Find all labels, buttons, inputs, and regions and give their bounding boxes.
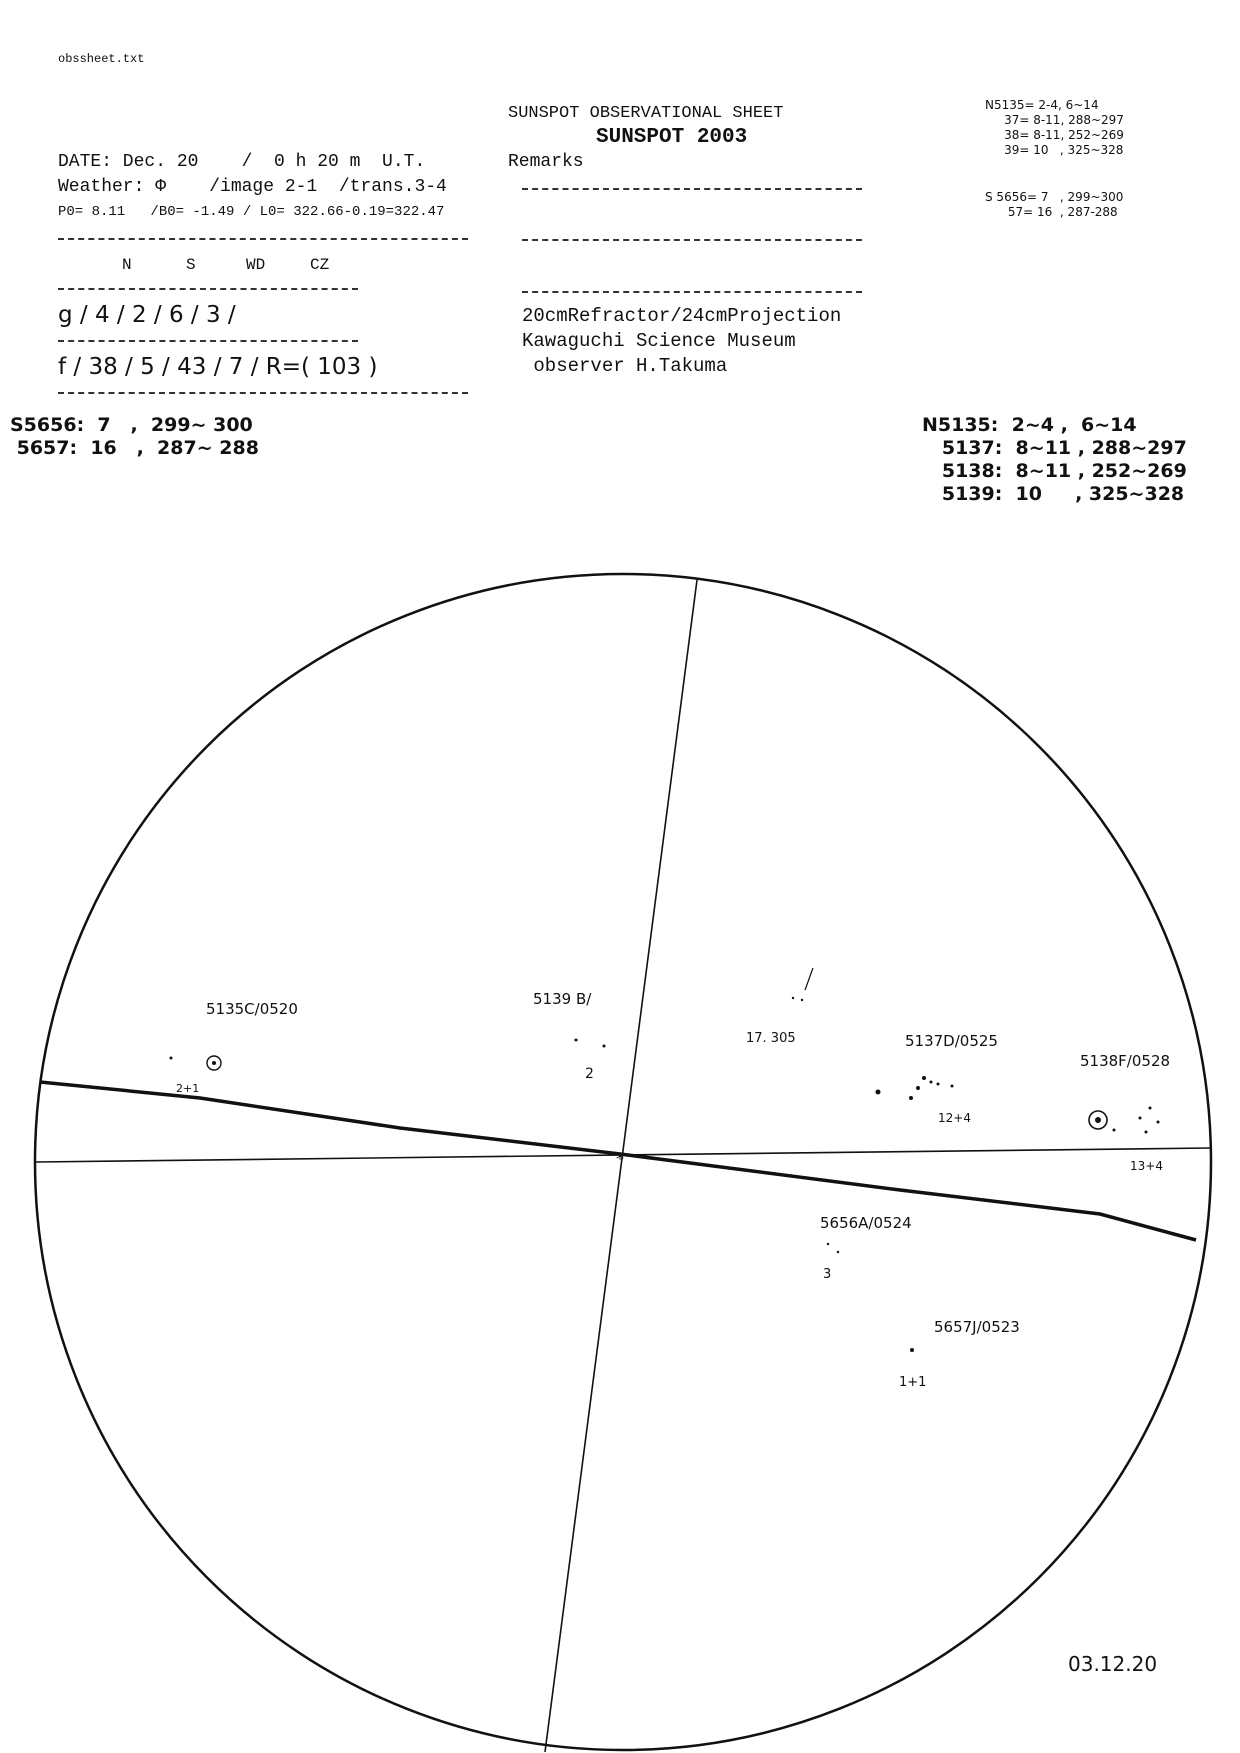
remarks-label: Remarks: [508, 152, 584, 172]
spot-dot: [827, 1243, 829, 1245]
group-count-5137d: 12+4: [938, 1111, 971, 1125]
sheet-date-stamp: 03.12.20: [1068, 1652, 1158, 1676]
spot-dot: [837, 1251, 839, 1253]
spot-dot: [930, 1081, 933, 1084]
group-count-5139b: 2: [585, 1066, 594, 1082]
spot-dot: [170, 1057, 173, 1060]
group-count-5657j: 1+1: [899, 1375, 927, 1390]
disk-center-mark: *: [616, 1149, 624, 1168]
group-count-5138f: 13+4: [1130, 1159, 1163, 1173]
group-count-5135c: 2+1: [176, 1082, 200, 1095]
spot-dot: [909, 1096, 913, 1100]
date-line: DATE: Dec. 20 / 0 h 20 m U.T.: [58, 152, 426, 172]
group-label-5137d: 5137D/0525: [905, 1032, 998, 1050]
spot-dot: [1113, 1129, 1116, 1132]
spot-dot: [1139, 1117, 1142, 1120]
spot-dot: [801, 999, 803, 1001]
note-line: S 5656= 7 , 299~300: [985, 190, 1124, 204]
group-label-5139b: 5139 B/: [533, 990, 592, 1008]
note-line: 5137: 8~11 , 288~297: [922, 437, 1187, 459]
group-label-5656a: 5656A/0524: [820, 1214, 912, 1232]
museum: Kawaguchi Science Museum: [522, 330, 796, 352]
observer: observer H.Takuma: [522, 355, 728, 377]
note-line: N5135= 2-4, 6~14: [985, 98, 1099, 112]
spot-count-row: f / 38 / 5 / 43 / 7 / R=( 103 ): [58, 354, 378, 380]
spot-dot: [1157, 1121, 1160, 1124]
note-line: 5657: 16 , 287~ 288: [10, 437, 259, 459]
spot-dot: [603, 1045, 606, 1048]
spot-5138f-core: [1095, 1117, 1101, 1123]
count-header-s: S: [186, 256, 196, 274]
sheet-title: SUNSPOT OBSERVATIONAL SHEET: [508, 104, 784, 123]
weather-line: Weather: Φ /image 2-1 /trans.3-4: [58, 177, 447, 197]
spot-5135c-core: [212, 1061, 216, 1065]
spot-dot: [1145, 1131, 1148, 1134]
note-line: 39= 10 , 325~328: [985, 143, 1124, 157]
count-header-n: N: [122, 256, 132, 274]
group-count-row: g / 4 / 2 / 6 / 3 /: [58, 302, 236, 328]
spot-dot: [876, 1090, 881, 1095]
group-label-5135c: 5135C/0520: [206, 1000, 298, 1018]
group-label-17: 17. 305: [746, 1031, 796, 1046]
file-name: obssheet.txt: [58, 52, 145, 66]
note-line: S5656: 7 , 299~ 300: [10, 414, 253, 436]
note-line: N5135: 2~4 , 6~14: [922, 414, 1137, 436]
spot-dot: [937, 1083, 940, 1086]
note-line: 5139: 10 , 325~328: [922, 483, 1185, 505]
spot-dot: [910, 1348, 914, 1352]
group-count-5656a: 3: [823, 1267, 832, 1282]
spot-dot: [922, 1076, 926, 1080]
spot-dot: [575, 1039, 578, 1042]
note-line: 5138: 8~11 , 252~269: [922, 460, 1187, 482]
arrow-icon: [805, 968, 813, 990]
spot-dot: [1149, 1107, 1152, 1110]
count-header-cz: CZ: [310, 256, 330, 274]
spot-dot: [916, 1086, 920, 1090]
sheet-subtitle: SUNSPOT 2003: [596, 126, 748, 149]
note-line: 37= 8-11, 288~297: [985, 113, 1124, 127]
params-line: P0= 8.11 /B0= -1.49 / L0= 322.66-0.19=322.47: [58, 204, 445, 220]
note-line: 57= 16 , 287-288: [985, 205, 1118, 219]
note-line: 38= 8-11, 252~269: [985, 128, 1124, 142]
group-label-5657j: 5657J/0523: [934, 1318, 1020, 1336]
count-header-wd: WD: [246, 256, 266, 274]
spot-dot: [792, 997, 794, 999]
group-label-5138f: 5138F/0528: [1080, 1052, 1171, 1070]
spot-dot: [951, 1085, 954, 1088]
instrument: 20cmRefractor/24cmProjection: [522, 305, 842, 327]
